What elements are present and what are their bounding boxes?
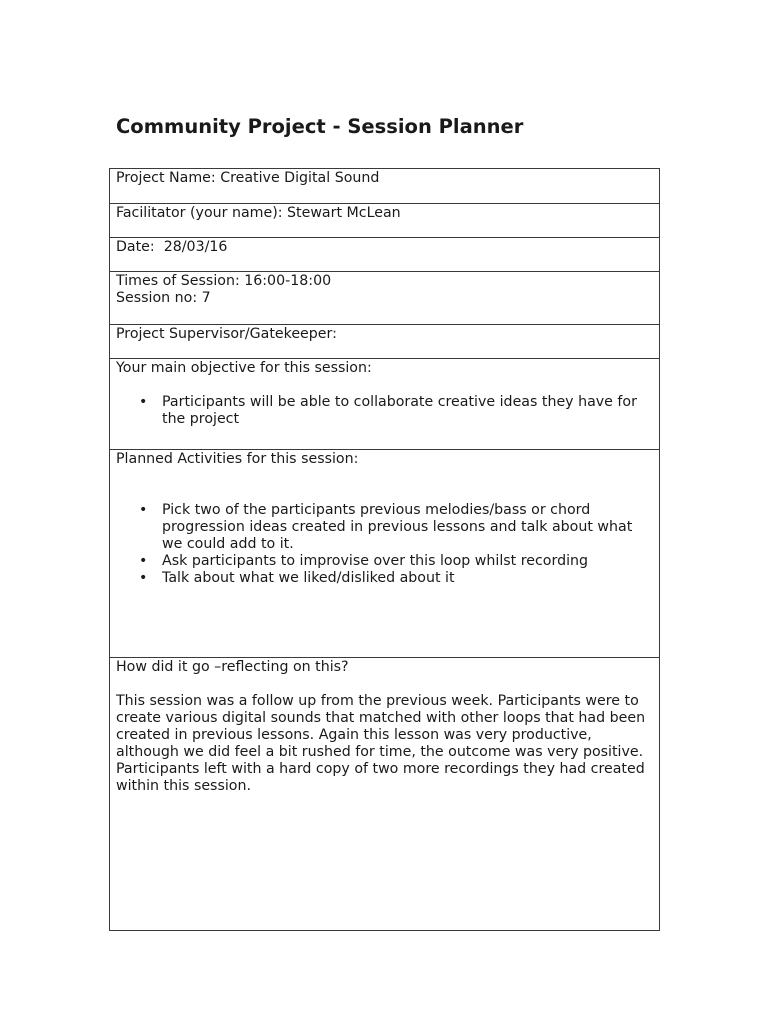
reflection-label: How did it go –reflecting on this?: [116, 659, 349, 675]
times-cell: [110, 272, 660, 325]
reflection-text: This session was a follow up from the previous week. Participants were to create various digital sounds that matched with other loops that had been created in previous lessons. Again this lesson was very productive, although we did feel a bit rushed for time, the outcome was very positive. Participants left with a hard copy of two more recordings they had created within this session.: [116, 693, 646, 794]
date-cell: [110, 238, 660, 272]
list-item: • Talk about what we liked/disliked about it: [162, 570, 653, 587]
objective-list: [116, 394, 653, 428]
list-item: • Pick two of the participants previous melodies/bass or chord progression ideas created in previous lessons and talk about what we could add to it.: [162, 502, 653, 553]
objective-label: Your main objective for this session:: [116, 360, 372, 376]
activities-list: [116, 502, 653, 587]
session-planner-table: [109, 168, 660, 931]
session-number-text: Session no: 7: [116, 290, 211, 306]
activities-cell: [110, 450, 660, 658]
table-row: [110, 204, 660, 238]
table-row: [110, 238, 660, 272]
list-item: • Ask participants to improvise over this loop whilst recording: [162, 553, 653, 570]
session-times-text: Times of Session: 16:00-18:00: [116, 273, 332, 289]
table-row: [110, 658, 660, 931]
supervisor-cell: [110, 325, 660, 359]
table-row: [110, 359, 660, 450]
objective-cell: [110, 359, 660, 450]
table-row: [110, 325, 660, 359]
date-text: Date: 28/03/16: [116, 239, 228, 255]
list-item: • Participants will be able to collaborate creative ideas they have for the project: [162, 394, 653, 428]
facilitator-cell: [110, 204, 660, 238]
activities-label: Planned Activities for this session:: [116, 451, 359, 467]
table-row: [110, 272, 660, 325]
project-name-text: Project Name: Creative Digital Sound: [116, 170, 380, 186]
table-row: [110, 450, 660, 658]
supervisor-text: Project Supervisor/Gatekeeper:: [116, 326, 337, 342]
reflection-cell: [110, 658, 660, 931]
project-name-cell: [110, 169, 660, 204]
facilitator-text: Facilitator (your name): Stewart McLean: [116, 205, 401, 221]
table-row: [110, 169, 660, 204]
document-title: Community Project - Session Planner: [116, 115, 524, 138]
